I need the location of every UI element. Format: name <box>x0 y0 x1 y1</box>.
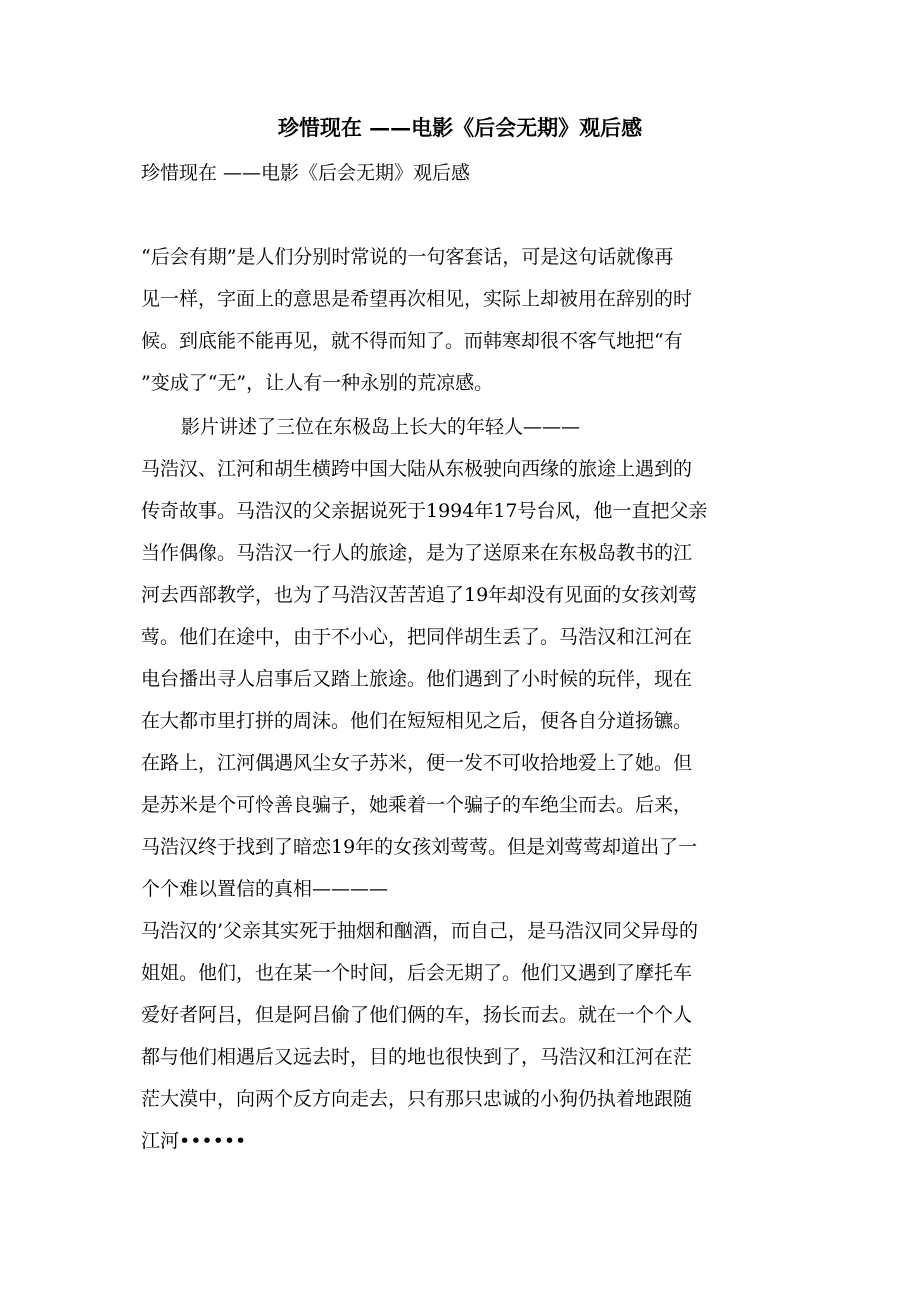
text-line: 见一样，字面上的意思是希望再次相见，实际上却被用在辞别的时 <box>141 288 693 310</box>
text-line: ”变成了“无”，让人有一种永别的荒凉感。 <box>141 372 494 394</box>
document-title: 珍惜现在 ——电影《后会无期》观后感 <box>277 115 643 140</box>
text-line: 当作偶像。马浩汉一行人的旅途，是为了送原来在东极岛教书的江 <box>141 542 693 564</box>
text-line: 姐姐。他们，也在某一个时间，后会无期了。他们又遇到了摩托车 <box>141 962 693 984</box>
text-line: 江河•••••• <box>141 1130 247 1152</box>
text-line: 传奇故事。马浩汉的父亲据说死于1994年17号台风，他一直把父亲 <box>141 500 708 522</box>
text-line: “后会有期”是人们分别时常说的一句客套话，可是这句话就像再 <box>141 246 674 268</box>
text-line: 马浩汉终于找到了暗恋19年的女孩刘莺莺。但是刘莺莺却道出了一 <box>141 836 698 858</box>
paragraph-intro <box>141 236 781 404</box>
text-line: 在大都市里打拼的周沫。他们在短短相见之后，便各自分道扬镳。 <box>141 710 693 732</box>
text-line: 个个难以置信的真相———— <box>141 878 389 900</box>
text-line: 马浩汉的’父亲其实死于抽烟和酗酒，而自己，是马浩汉同父异母的 <box>141 920 699 942</box>
text-line: 都与他们相遇后又远去时，目的地也很快到了，马浩汉和江河在茫 <box>141 1046 693 1068</box>
text-line: 马浩汉、江河和胡生横跨中国大陆从东极驶向西缘的旅途上遇到的 <box>141 458 693 480</box>
text-line: 电台播出寻人启事后又踏上旅途。他们遇到了小时候的玩伴，现在 <box>141 668 693 690</box>
text-line: 在路上，江河偶遇风尘女子苏米，便一发不可收拾地爱上了她。但 <box>141 752 693 774</box>
text-line: 莺。他们在途中，由于不小心，把同伴胡生丢了。马浩汉和江河在 <box>141 626 693 648</box>
text-line: 影片讲述了三位在东极岛上长大的年轻人——— <box>181 416 581 438</box>
text-line: 候。到底能不能再见，就不得而知了。而韩寒却很不客气地把“有 <box>141 330 683 352</box>
text-line: 爱好者阿吕，但是阿吕偷了他们俩的车，扬长而去。就在一个个人 <box>141 1004 693 1026</box>
text-line: 河去西部教学，也为了马浩汉苦苦追了19年却没有见面的女孩刘莺 <box>141 584 698 606</box>
document-subtitle: 珍惜现在 ——电影《后会无期》观后感 <box>141 162 471 184</box>
text-line: 茫大漠中，向两个反方向走去，只有那只忠诚的小狗仍执着地跟随 <box>141 1088 693 1110</box>
text-line: 是苏米是个可怜善良骗子，她乘着一个骗子的车绝尘而去。后来， <box>141 794 693 816</box>
paragraph-plot <box>141 406 781 1162</box>
